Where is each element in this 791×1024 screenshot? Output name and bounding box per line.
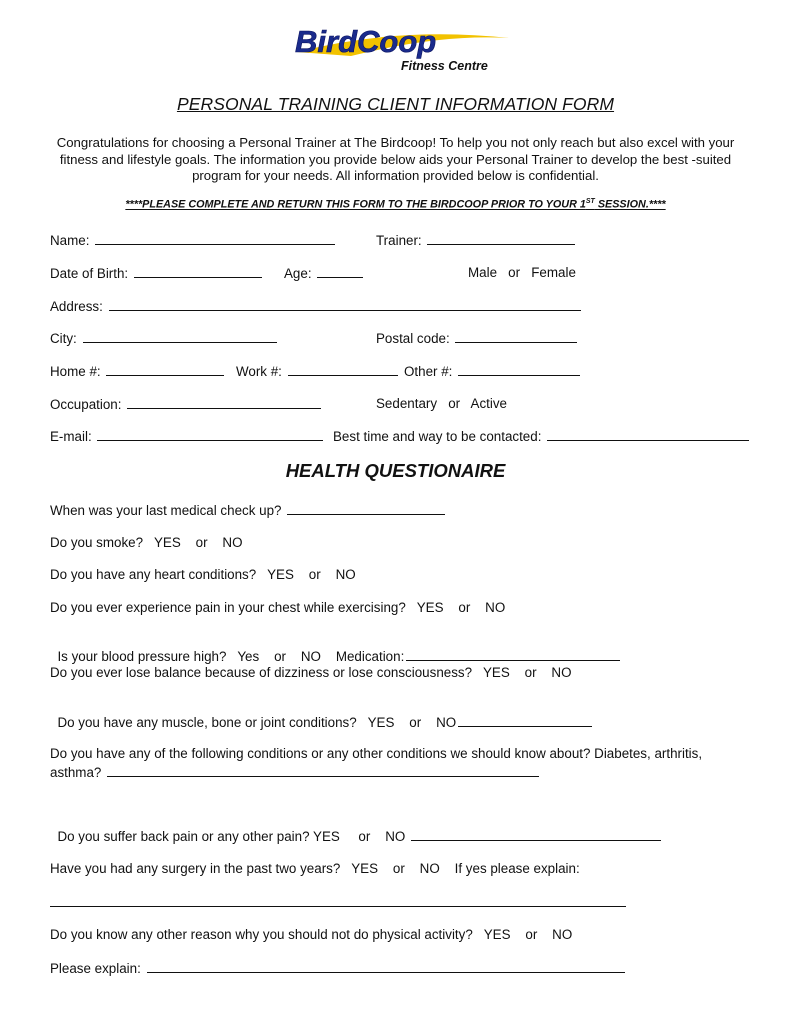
dob-row [50, 265, 264, 282]
home-phone-label: Home #: [50, 364, 101, 379]
trainer-field[interactable] [427, 232, 575, 245]
activity-choice[interactable]: Sedentary or Active [376, 396, 507, 411]
question-chest-pain[interactable]: Do you ever experience pain in your chest while exercising? YES or NO [50, 600, 506, 615]
contact-field[interactable] [547, 428, 749, 441]
logo-brand-text: BirdCoop [295, 24, 437, 59]
occupation-row [50, 396, 323, 413]
question-smoke[interactable]: Do you smoke? YES or NO [50, 535, 243, 550]
occupation-field[interactable] [127, 396, 321, 409]
back-pain-field[interactable] [411, 828, 661, 841]
question-text: asthma? [50, 765, 102, 780]
contact-row [333, 428, 751, 445]
notice-superscript: ST [585, 198, 595, 205]
please-explain-field[interactable] [147, 960, 625, 973]
question-text[interactable]: Do you have any muscle, bone or joint conditions? YES or NO [57, 715, 457, 730]
question-surgery[interactable]: Have you had any surgery in the past two years? YES or NO If yes please explain: [50, 861, 580, 876]
other-phone-row [404, 363, 582, 380]
contact-label: Best time and way to be contacted: [333, 429, 542, 444]
home-phone-row [50, 363, 226, 380]
trainer-row [376, 232, 577, 249]
notice-text-end: SESSION.**** [594, 198, 666, 211]
question-muscle-bone [50, 698, 594, 731]
question-balance[interactable]: Do you ever lose balance because of dizziness or lose consciousness? YES or NO [50, 665, 572, 680]
dob-field[interactable] [134, 265, 262, 278]
sex-choice[interactable]: Male or Female [468, 265, 576, 280]
age-label: Age: [284, 266, 312, 281]
name-field[interactable] [95, 232, 335, 245]
birdcoop-logo [289, 22, 515, 74]
question-conditions-line2 [50, 764, 541, 781]
question-conditions-line1: Do you have any of the following conditions or any other conditions we should know about? Diabetes, arthritis, [50, 746, 703, 761]
question-text: When was your last medical check up? [50, 503, 282, 518]
postal-label: Postal code: [376, 331, 450, 346]
surgery-explain-field[interactable] [50, 894, 626, 907]
email-field[interactable] [97, 428, 323, 441]
medication-field[interactable] [406, 648, 620, 661]
work-phone-field[interactable] [288, 363, 398, 376]
question-text[interactable]: Do you suffer back pain or any other pain? YES or NO [57, 829, 406, 844]
email-label: E-mail: [50, 429, 92, 444]
muscle-bone-field[interactable] [458, 714, 592, 727]
question-back-pain [50, 812, 663, 845]
conditions-field[interactable] [107, 764, 539, 777]
return-notice [0, 198, 791, 211]
age-row [284, 265, 365, 282]
work-phone-row [236, 363, 400, 380]
trainer-label: Trainer: [376, 233, 422, 248]
please-explain-row [50, 960, 627, 977]
intro-paragraph: Congratulations for choosing a Personal Trainer at The Birdcoop! To help you not only reach but also excel with your fitness and lifestyle goals. The information you provide below aids your Personal Trainer to develop the best -suited program for your needs. All information provided below is confidential. [56, 135, 735, 183]
city-row [50, 330, 279, 347]
occupation-label: Occupation: [50, 397, 122, 412]
city-label: City: [50, 331, 77, 346]
name-label: Name: [50, 233, 90, 248]
address-label: Address: [50, 299, 103, 314]
name-row [50, 232, 337, 249]
question-heart[interactable]: Do you have any heart conditions? YES or NO [50, 567, 356, 582]
postal-row [376, 330, 579, 347]
question-blood-pressure [50, 632, 622, 665]
other-phone-field[interactable] [458, 363, 580, 376]
logo-tagline-text: Fitness Centre [401, 59, 488, 73]
work-phone-label: Work #: [236, 364, 282, 379]
health-questionnaire-heading: HEALTH QUESTIONAIRE [285, 460, 506, 481]
other-phone-label: Other #: [404, 364, 453, 379]
address-row [50, 298, 583, 315]
postal-field[interactable] [455, 330, 577, 343]
email-row [50, 428, 325, 445]
question-other-reason[interactable]: Do you know any other reason why you should not do physical activity? YES or NO [50, 927, 573, 942]
question-medical-checkup [50, 502, 447, 519]
home-phone-field[interactable] [106, 363, 224, 376]
dob-label: Date of Birth: [50, 266, 129, 281]
please-explain-label: Please explain: [50, 961, 141, 976]
medical-checkup-field[interactable] [287, 502, 445, 515]
surgery-explain-row [50, 894, 628, 911]
notice-text: ****PLEASE COMPLETE AND RETURN THIS FORM TO THE BIRDCOOP PRIOR TO YOUR 1 [125, 198, 586, 211]
address-field[interactable] [109, 298, 581, 311]
city-field[interactable] [83, 330, 277, 343]
age-field[interactable] [317, 265, 363, 278]
form-title: PERSONAL TRAINING CLIENT INFORMATION FORM [176, 94, 615, 114]
question-text[interactable]: Is your blood pressure high? Yes or NO Medication: [57, 649, 405, 664]
